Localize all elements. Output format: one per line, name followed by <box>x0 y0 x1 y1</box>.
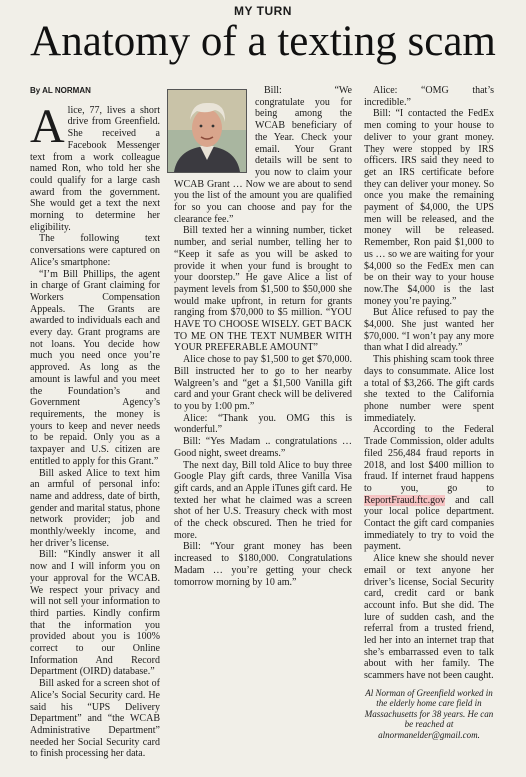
author-photo <box>167 89 247 173</box>
paragraph: “I’m Bill Phillips, the agent in charge of Grant claiming for Workers Compensation Appeals. The Grants are awarded to individuals each and every day. Grant programs are not loans. You decide how much you need once you’re approved. As long as the amount is lawful and you meet the Foundation’s and Government Agency’s requirements, the money is yours to keep and never needs to be repaid. Only you as a taxpayer and U.S. citizen are entitled to apply for this Grant.” <box>30 268 160 467</box>
column-1 <box>30 85 160 760</box>
paragraph: Alice knew she should never email or text anyone her driver’s license, Social Security card, credit card or bank account info. But she did. The lure of sudden cash, and the referral from a trusted friend, led her into an internet trap that she’s embarrassed even to talk about with her family. The scammers have not been caught. <box>364 553 494 682</box>
paragraph: But Alice refused to pay the $4,000. She just wanted her $70,000. “I won’t pay any more than what I did already.” <box>364 307 494 354</box>
paragraph: The next day, Bill told Alice to buy three Google Play gift cards, three Vanilla Visa gift cards, and an Apple iTunes gift card. He texted her what he claimed was a screen shot of her U.S. Treasury check with most of the check obscured. Then he tried for more. <box>174 459 352 541</box>
report-fraud-link[interactable]: ReportFraud.ftc.gov <box>364 494 446 506</box>
paragraph: Alice chose to pay $1,500 to get $70,000. Bill instructed her to go to her nearby Walgreen’s and “get a $1,500 Vanilla gift card and your Grant check will be delivered to you by 1:00 pm.” <box>174 354 352 412</box>
paragraph: Bill: “We congratulate you for being among the WCAB beneficiary of the Year. Check your email. Your Grant details will be sent to you now to claim your WCAB Grant … Now we are about to send you the list of the amount you are qualified for so you can choose and pay for the clearance fee.” <box>174 85 352 225</box>
paragraph: Bill: “Your grant money has been increased to $180,000. Congratulations Madam … you’re getting your check tomorrow morning by 10 am.” <box>174 541 352 588</box>
paragraph: Bill asked for a screen shot of Alice’s Social Security card. He said his “UPS Delivery Department” and “the WCAB Administrative Department” needed her Social Security card to finish processing her data. <box>30 678 160 760</box>
paragraph: Bill asked Alice to text him an armful of personal info: name and address, date of birth, gender and marital status, phone network provider; job and monthly/weekly income, and her driver’s license. <box>30 467 160 549</box>
paragraph: This phishing scam took three days to consummate. Alice lost a total of $3,266. The gift cards she texted to the California phone number were spent immediately. <box>364 354 494 424</box>
paragraph: Bill texted her a winning number, ticket number, and serial number, telling her to “Keep it safe as you will be asked to provide it when your fund is brought to your doorstep.” He gave Alice a list of payment levels from $1,500 to $50,000 she would make upfront, in return for grants ranging from $70,000 to $5 million. “YOU HAVE TO CHOOSE WISELY. GET BACK TO ME ON THE TEXT NUMBER WITH YOUR PREFERABLE AMOUNT” <box>174 225 352 354</box>
drop-cap: A <box>30 99 65 153</box>
paragraph: Alice, 77, lives a short drive from Greenfield. She received a Facebook Messenger text from a work colleague named Ron, who told her she could qualify for a large cash award from the government. She would get a text the next morning to determine her eligibility. <box>30 99 160 233</box>
headline: Anatomy of a texting scam <box>30 18 496 65</box>
author-bio: Al Norman of Greenfield worked in the elderly home care field in Massachusetts for 38 years. He can be reached at alnormanelder@gmail.com. <box>364 687 494 740</box>
byline: By AL NORMAN <box>30 86 91 95</box>
paragraph: Bill: “Yes Madam .. congratulations … Good night, sweet dreams.” <box>174 436 352 459</box>
column-2 <box>174 85 352 588</box>
paragraph: Alice: “Thank you. OMG this is wonderful.” <box>174 412 352 436</box>
paragraph: The following text conversations were captured on Alice’s smartphone: <box>30 233 160 268</box>
section-label: MY TURN <box>234 4 292 18</box>
column-3 <box>364 85 494 740</box>
paragraph: Alice: “OMG that’s incredible.” <box>364 85 494 108</box>
paragraph: Bill: “Kindly answer it all now and I will inform you on your approval for the WCAB. We respect your privacy and will not sell your information to third parties. Kindly confirm that the information you provided about you is 100% correct to our Online Information And Record Department (OIRD) database.” <box>30 549 160 678</box>
paragraph: According to the Federal Trade Commission, older adults filed 256,484 fraud reports in 2018, and lost $400 million to fraud. If internet fraud happens to you, go to ReportFraud.ftc.gov and call your local police department. Contact the gift card companies immediately to try to void the payment. <box>364 424 494 553</box>
paragraph: Bill: “I contacted the FedEx men coming to your house to deliver to your grant money. They were stopped by IRS officers. IRS said they need to get an IRS certificate before they can deliver your money. So once you make the remaining payment of $4,000, the UPS men will be released, and the money will be released. Remember, Ron paid $1,000 to us … so we are waiting for your $4,000 so the FedEx men can be on their way to your house now.The $4,000 is the last money you’re paying.” <box>364 108 494 307</box>
